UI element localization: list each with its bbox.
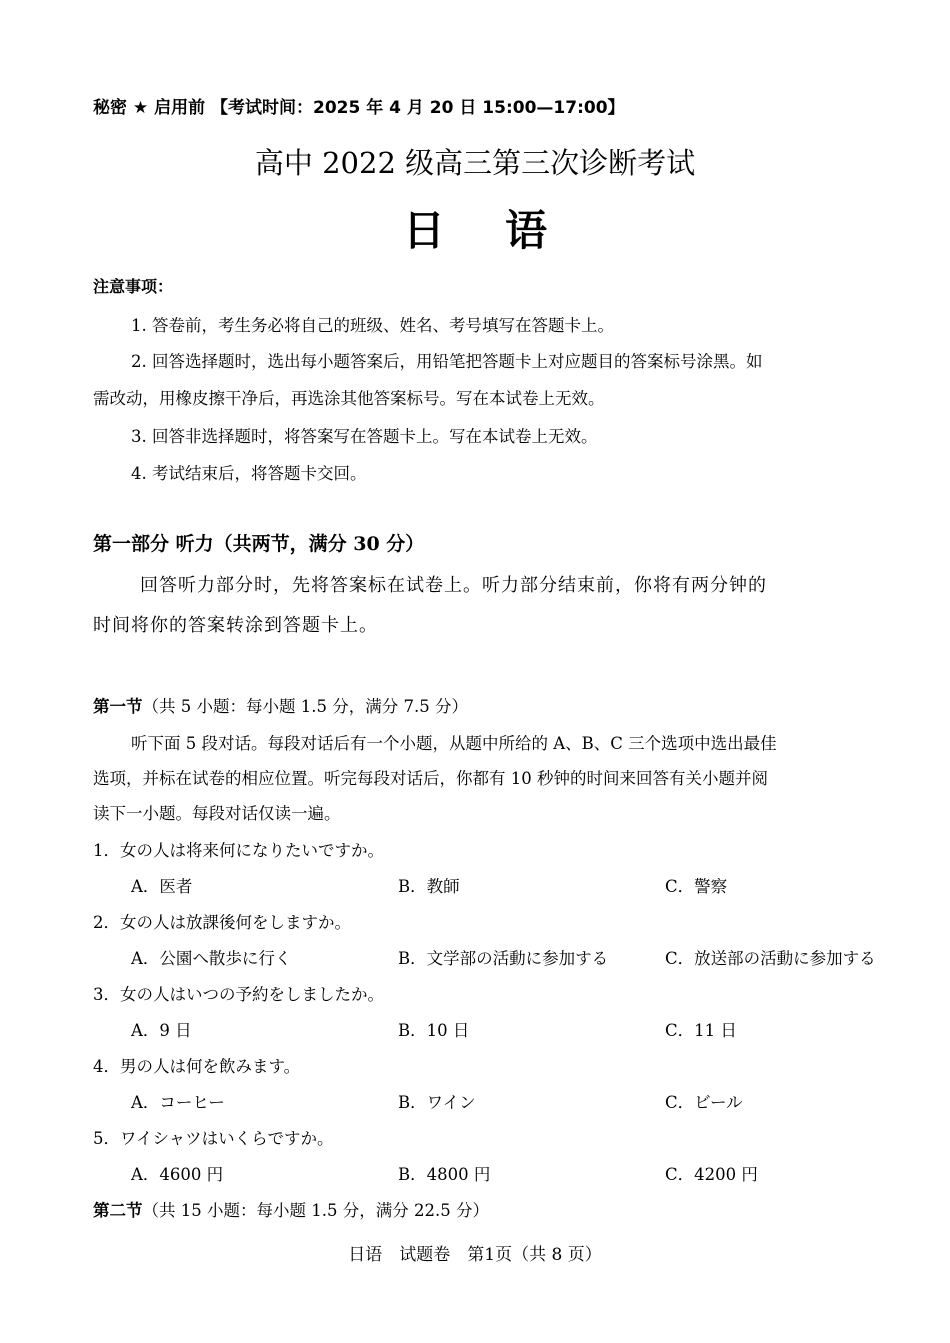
page-footer: 日语 试题卷 第1页（共 8 页） xyxy=(348,1245,602,1265)
notice-heading: 注意事项： xyxy=(93,277,174,296)
section2-details: （共 15 小题：每小题 1.5 分，满分 22.5 分） xyxy=(142,1201,489,1220)
section2-heading xyxy=(93,1197,489,1221)
question-3-stem: 3．女の人はいつの予約をしましたか。 xyxy=(93,985,384,1004)
question-1-option-b: B．教師 xyxy=(398,877,460,896)
part1-intro-line-1: 回答听力部分时，先将答案标在试卷上。听力部分结束前，你将有两分钟的 xyxy=(140,575,767,596)
question-3-option-a: A．9 日 xyxy=(131,1021,192,1040)
subject-title: 日语 xyxy=(402,206,607,255)
question-2-stem: 2．女の人は放課後何をしますか。 xyxy=(93,913,351,932)
question-5-option-b: B．4800 円 xyxy=(398,1165,491,1184)
question-1-option-c: C．警察 xyxy=(665,877,728,896)
question-2-option-c: C．放送部の活動に参加する xyxy=(665,949,876,968)
part1-intro-line-2: 时间将你的答案转涂到答题卡上。 xyxy=(93,615,378,636)
part1-heading: 第一部分 听力（共两节，满分 30 分） xyxy=(93,533,425,555)
question-4-option-b: B．ワイン xyxy=(398,1093,476,1112)
question-1-stem: 1．女の人は将来何になりたいですか。 xyxy=(93,841,384,860)
question-3-option-b: B．10 日 xyxy=(398,1021,470,1040)
question-5-option-c: C．4200 円 xyxy=(665,1165,758,1184)
section1-intro-line-3: 读下一小题。每段对话仅读一遍。 xyxy=(93,804,341,823)
notice-item-4: 4. 考试结束后，将答题卡交回。 xyxy=(131,464,367,483)
confidential-header: 秘密 ★ 启用前 【考试时间：2025 年 4 月 20 日 15:00—17:00】 xyxy=(93,98,625,118)
notice-item-1: 1. 答卷前，考生务必将自己的班级、姓名、考号填写在答题卡上。 xyxy=(131,316,614,335)
section1-label: 第一节 xyxy=(93,697,143,716)
exam-title: 高中 2022 级高三第三次诊断考试 xyxy=(254,146,696,180)
question-4-stem: 4．男の人は何を飲みます。 xyxy=(93,1057,301,1076)
question-3-option-c: C．11 日 xyxy=(665,1021,737,1040)
notice-item-3: 3. 回答非选择题时，将答案写在答题卡上。写在本试卷上无效。 xyxy=(131,427,598,446)
section1-heading xyxy=(93,693,468,717)
question-2-option-a: A．公園へ散歩に行く xyxy=(131,949,292,968)
question-5-stem: 5．ワイシャツはいくらですか。 xyxy=(93,1129,334,1148)
question-4-option-a: A．コーヒー xyxy=(131,1093,225,1112)
section1-intro-line-2: 选项，并标在试卷的相应位置。听完每段对话后，你都有 10 秒钟的时间来回答有关小题并阅 xyxy=(93,769,768,788)
question-5-option-a: A．4600 円 xyxy=(131,1165,224,1184)
notice-item-2-line-2: 需改动，用橡皮擦干净后，再选涂其他答案标号。写在本试卷上无效。 xyxy=(93,389,605,408)
notice-item-2-line-1: 2. 回答选择题时，选出每小题答案后，用铅笔把答题卡上对应题目的答案标号涂黑。如 xyxy=(131,352,763,371)
question-4-option-c: C．ビール xyxy=(665,1093,743,1112)
section1-details: （共 5 小题：每小题 1.5 分，满分 7.5 分） xyxy=(142,697,468,716)
section1-intro-line-1: 听下面 5 段对话。每段对话后有一个小题，从题中所给的 A、B、C 三个选项中选出最佳 xyxy=(131,734,777,753)
question-1-option-a: A．医者 xyxy=(131,877,193,896)
question-2-option-b: B．文学部の活動に参加する xyxy=(398,949,609,968)
section2-label: 第二节 xyxy=(93,1201,143,1220)
